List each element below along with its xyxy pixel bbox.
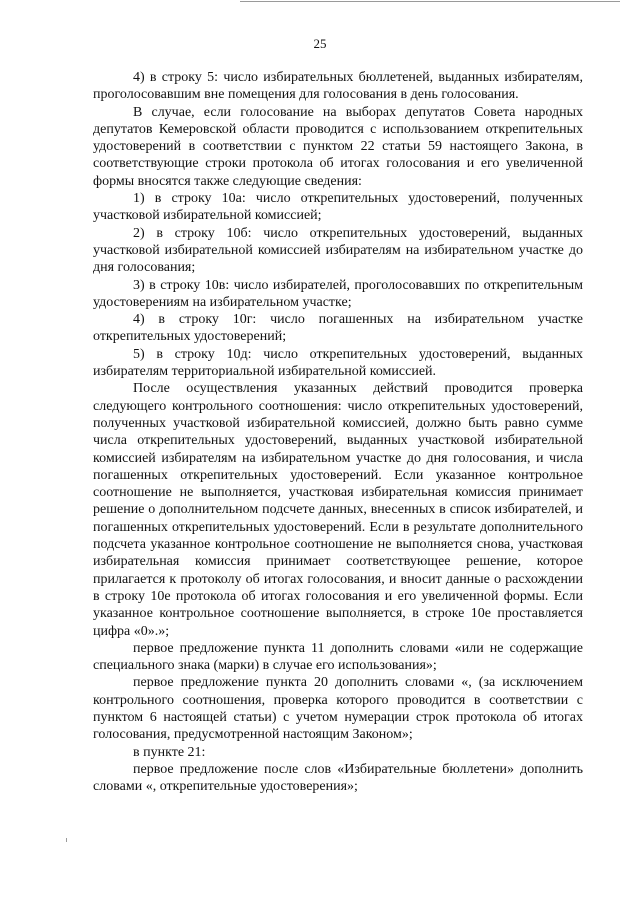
document-body <box>93 69 583 795</box>
page-number: 25 <box>313 36 327 51</box>
paragraph: первое предложение после слов «Избирательные бюллетени» дополнить словами «, открепительные удостоверения»; <box>93 761 583 795</box>
scan-mark <box>66 838 67 842</box>
paragraph: 5) в строку 10д: число открепительных удостоверений, выданных избирателям территориальной избирательной комиссией. <box>93 346 583 380</box>
paragraph: первое предложение пункта 11 дополнить словами «или не содержащие специального знака (марки) в случае его использования»; <box>93 640 583 674</box>
paragraph: 3) в строку 10в: число избирателей, проголосовавших по открепительным удостоверениям на избирательном участке; <box>93 277 583 310</box>
paragraph: После осуществления указанных действий проводится проверка следующего контрольного соотношения: число открепительных удостоверений, полученных участковой избирательной комиссией, должно быть равно сумме числа открепительных удостоверений, выданных участковой избирательной комиссией избирателям на избирательном участке до дня голосования, и числа погашенных открепительных удостоверений. Если указанное контрольное соотношение не выполняется, участковая избирательная комиссия принимает решение о дополнительном подсчете данных, внесенных в список избирателей, и погашенных открепительных удостоверений. Если в результате дополнительного подсчета указанное контрольное соотношение не выполняется снова, участковая избирательная комиссия принимает соответствующее решение, которое прилагается к протоколу об итогах голосования, и вносит данные о расхождении в строку 10е протокола об итогах голосования и его увеличенной формы. Если указанное контрольное соотношение выполняется, в строке 10е проставляется цифра «0».»; <box>93 381 583 639</box>
paragraph: 4) в строку 10г: число погашенных на избирательном участке открепительных удостоверений; <box>93 312 583 345</box>
paragraph: в пункте 21: <box>133 744 206 760</box>
paragraph: 4) в строку 5: число избирательных бюллетеней, выданных избирателям, проголосовавшим вне помещения для голосования в день голосования. <box>93 70 583 103</box>
paragraph: В случае, если голосование на выборах депутатов Совета народных депутатов Кемеровской области проводится с использованием открепительных удостоверений в соответствии с пунктом 22 статьи 59 настоящего Закона, в соответствующие строки протокола об итогах голосования и его увеличенной формы вносятся также следующие сведения: <box>93 104 583 189</box>
paragraph: 2) в строку 10б: число открепительных удостоверений, выданных участковой избирательной комиссией избирателям на избирательном участке до дня голосования; <box>93 225 583 276</box>
paragraph: 1) в строку 10а: число открепительных удостоверений, полученных участковой избирательной комиссией; <box>93 191 583 224</box>
top-rule <box>240 1 620 2</box>
paragraph: первое предложение пункта 20 дополнить словами «, (за исключением контрольного соотношения, проверка которого проводится в соответствии с пунктом 6 настоящей статьи) с учетом нумерации строк протокола об итогах голосования, предусмотренной настоящим Законом»; <box>93 675 583 743</box>
